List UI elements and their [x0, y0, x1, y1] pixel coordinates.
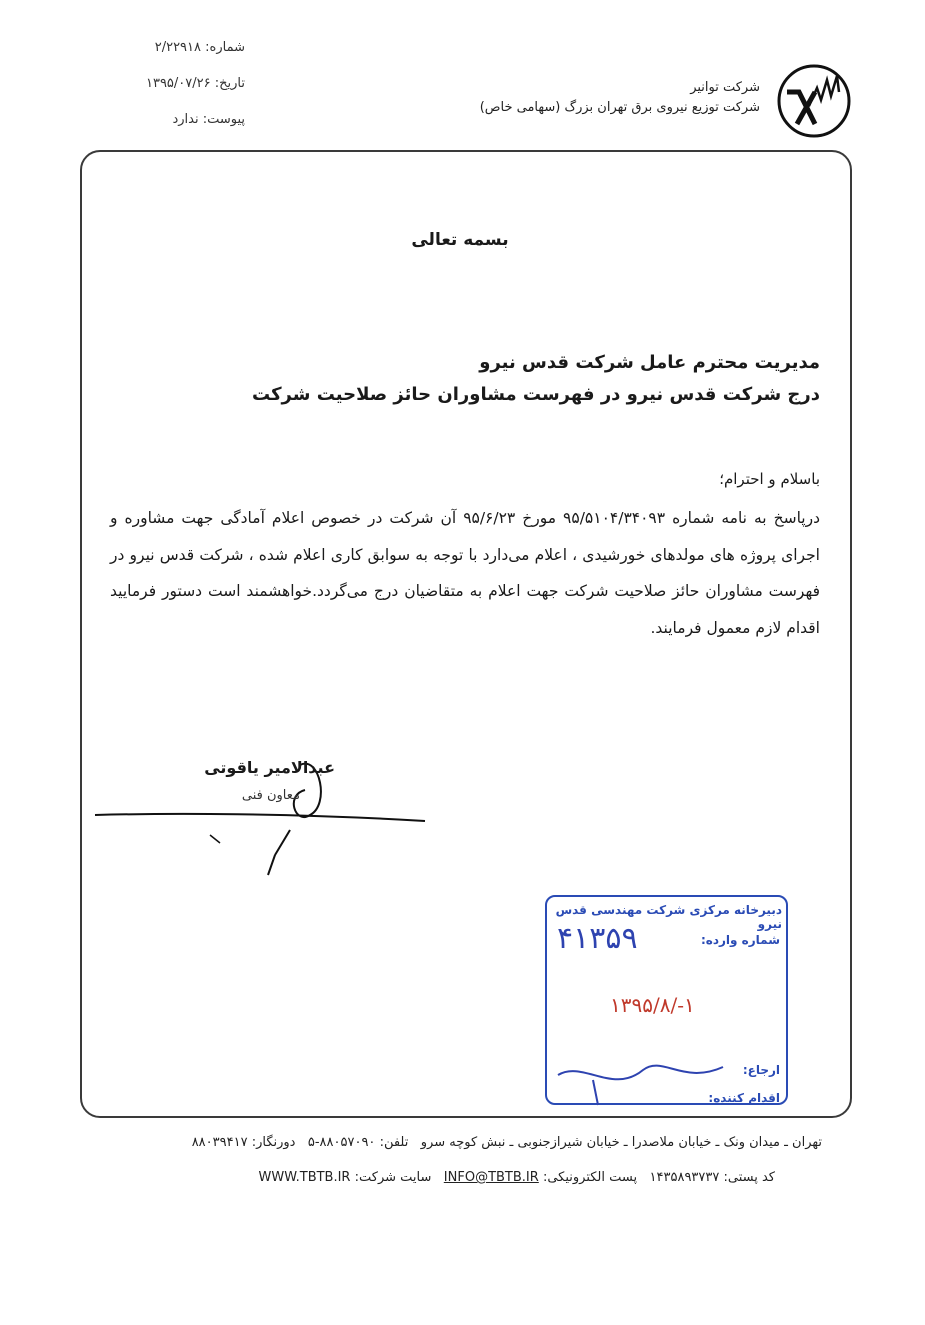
stamp-entry-label: شماره وارده: [700, 933, 780, 947]
footer-postal-label: کد پستی: [723, 1170, 775, 1185]
signatory-title: معاون فنی [241, 788, 300, 803]
secretariat-stamp [545, 885, 790, 1115]
number-value: ۲/۲۲۹۱۸ [154, 40, 202, 55]
stamp-action-label: اقدام کننده: [708, 1091, 780, 1105]
stamp-referral-label: ارجاع: [742, 1063, 780, 1077]
number-label: شماره: [205, 40, 245, 55]
letter-number [80, 40, 245, 55]
footer-website-label: سایت شرکت: [354, 1170, 432, 1185]
footer-phone-label: تلفن: [379, 1135, 409, 1150]
company-name-line2: شرکت توزیع نیروی برق تهران بزرگ (سهامی خاص) [479, 100, 760, 115]
company-logo-icon [775, 62, 853, 140]
greeting: باسلام و احترام؛ [719, 470, 820, 488]
letter-date [80, 76, 245, 91]
footer-address: تهران ـ میدان ونک ـ خیابان ملاصدرا ـ خیابان شیرازجنوبی ـ نبش کوچه سرو [420, 1135, 822, 1150]
date-label: تاریخ: [214, 76, 245, 91]
addressee: مدیریت محترم عامل شرکت قدس نیرو [479, 352, 820, 373]
footer-phone: ۵-۸۸۰۵۷۰۹۰ [307, 1135, 376, 1150]
attachment-value: ندارد [172, 112, 199, 127]
date-value: ۱۳۹۵/۰۷/۲۶ [145, 76, 211, 91]
stamp-entry-number: ۴۱۳۵۹ [557, 921, 638, 956]
footer-contact-line [150, 1170, 775, 1185]
attachment-label: پیوست: [202, 112, 245, 127]
stamp-date: ۱۳۹۵/۸/-۱ [610, 993, 695, 1017]
stamp-title: دبیرخانه مرکزی شرکت مهندسی قدس نیرو [555, 903, 782, 931]
footer-fax-label: دورنگار: [251, 1135, 296, 1150]
subject-line: درج شرکت قدس نیرو در فهرست مشاوران حائز صلاحیت شرکت [252, 384, 820, 405]
footer-postal: ۱۴۳۵۸۹۳۷۳۷ [649, 1170, 720, 1185]
bismillah-heading: بسمه تعالی [411, 230, 509, 250]
footer-address-line [102, 1135, 822, 1150]
footer-website-link[interactable]: WWW.TBTB.IR [258, 1170, 351, 1185]
stamp-handwriting-icon [553, 1055, 733, 1110]
footer-email-link[interactable]: INFO@TBTB.IR [443, 1170, 539, 1185]
letter-body: درپاسخ به نامه شماره ۹۵/۵۱۰۴/۳۴۰۹۳ مورخ ۹۵/۶/۲۳ آن شرکت در خصوص اعلام آمادگی جهت مشاوره و اجرای پروژه های مولدهای خورشیدی ، اعلام می‌دارد با توجه به سوابق کاری اعلام شده ، شرکت قدس نیرو در فهرست مشاوران حائز صلاحیت شرکت جهت اعلام به متقاضیان درج می‌گردد.خواهشمند است دستور فرمایید اقدام لازم معمول فرمایند. [110, 509, 820, 637]
footer-fax: ۸۸۰۳۹۴۱۷ [191, 1135, 248, 1150]
footer-email-label: پست الکترونیکی: [542, 1170, 638, 1185]
letter-attachment [80, 112, 245, 127]
signatory-name: عبدالامیر یاقوتی [204, 758, 335, 777]
company-name-line1: شرکت توانیر [690, 80, 760, 95]
